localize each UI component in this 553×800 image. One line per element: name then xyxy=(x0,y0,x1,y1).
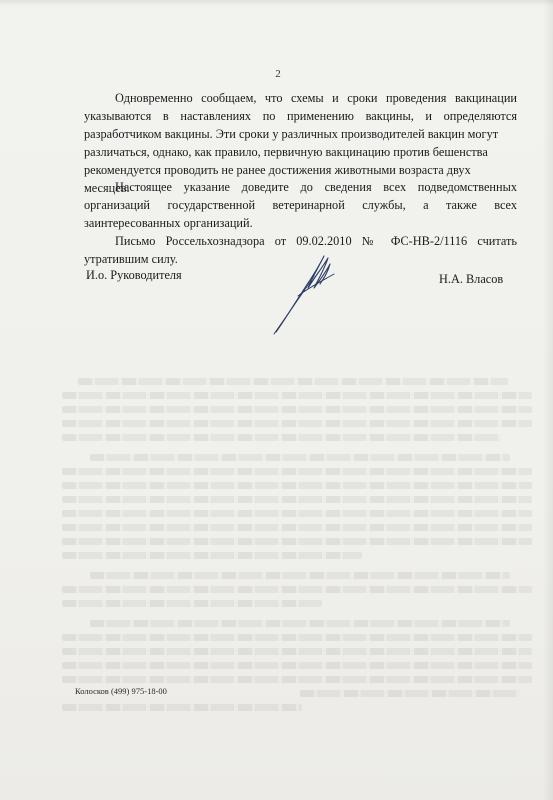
paragraph-line: Одновременно сообщаем, что схемы и сроки проведения вакцинации xyxy=(115,91,517,105)
paragraph-line: указываются в наставлениях по применению вакцины, и определяются xyxy=(84,109,517,123)
paragraph-line: Настоящее указание доведите до сведения всех подведомственных xyxy=(115,180,517,194)
bleed-through xyxy=(62,510,532,517)
bleed-through xyxy=(62,392,532,399)
signatory-name: Н.А. Власов xyxy=(439,272,504,286)
bleed-through xyxy=(90,620,510,627)
bleed-through xyxy=(90,572,510,579)
paragraph-line: разработчиком вакцины. Эти сроки у различных производителей вакцин могут xyxy=(84,127,499,141)
bleed-through xyxy=(62,648,532,655)
bleed-through xyxy=(62,586,532,593)
paragraph-line: Письмо Россельхознадзора от 09.02.2010 № ФС-НВ-2/1116 считать xyxy=(115,234,517,248)
bleed-through xyxy=(62,406,532,413)
paragraph-line: месяцев. xyxy=(84,181,130,195)
signatory-title: И.о. Руководителя xyxy=(86,268,182,282)
bleed-through xyxy=(62,482,532,489)
bleed-through xyxy=(62,420,532,427)
bleed-through xyxy=(62,434,502,441)
paragraph-line: утратившим силу. xyxy=(84,252,178,266)
bleed-through xyxy=(62,538,532,545)
paragraph-line: организаций государственной ветеринарной службы, а также всех xyxy=(84,198,517,212)
paragraph-line: различаться, однако, как правило, первичную вакцинацию против бешенства xyxy=(84,145,488,159)
bleed-through xyxy=(62,704,302,711)
bleed-through xyxy=(62,524,532,531)
paragraph-line: заинтересованных организаций. xyxy=(84,216,253,230)
bleed-through xyxy=(62,552,362,559)
executor-contact: Колосков (499) 975-18-00 xyxy=(75,686,167,696)
scan-top-shadow xyxy=(0,0,553,6)
paragraph-line: рекомендуется проводить не ранее достижения животными возраста двух xyxy=(84,163,471,177)
page-number: 2 xyxy=(275,68,281,80)
bleed-through xyxy=(300,690,520,697)
bleed-through xyxy=(62,676,532,683)
bleed-through xyxy=(78,378,508,385)
bleed-through xyxy=(90,454,510,461)
bleed-through xyxy=(62,634,532,641)
scan-edge-shadow xyxy=(543,0,553,800)
bleed-through xyxy=(62,468,532,475)
handwritten-signature xyxy=(268,238,348,338)
bleed-through xyxy=(62,496,532,503)
bleed-through xyxy=(62,600,322,607)
bleed-through xyxy=(62,662,532,669)
